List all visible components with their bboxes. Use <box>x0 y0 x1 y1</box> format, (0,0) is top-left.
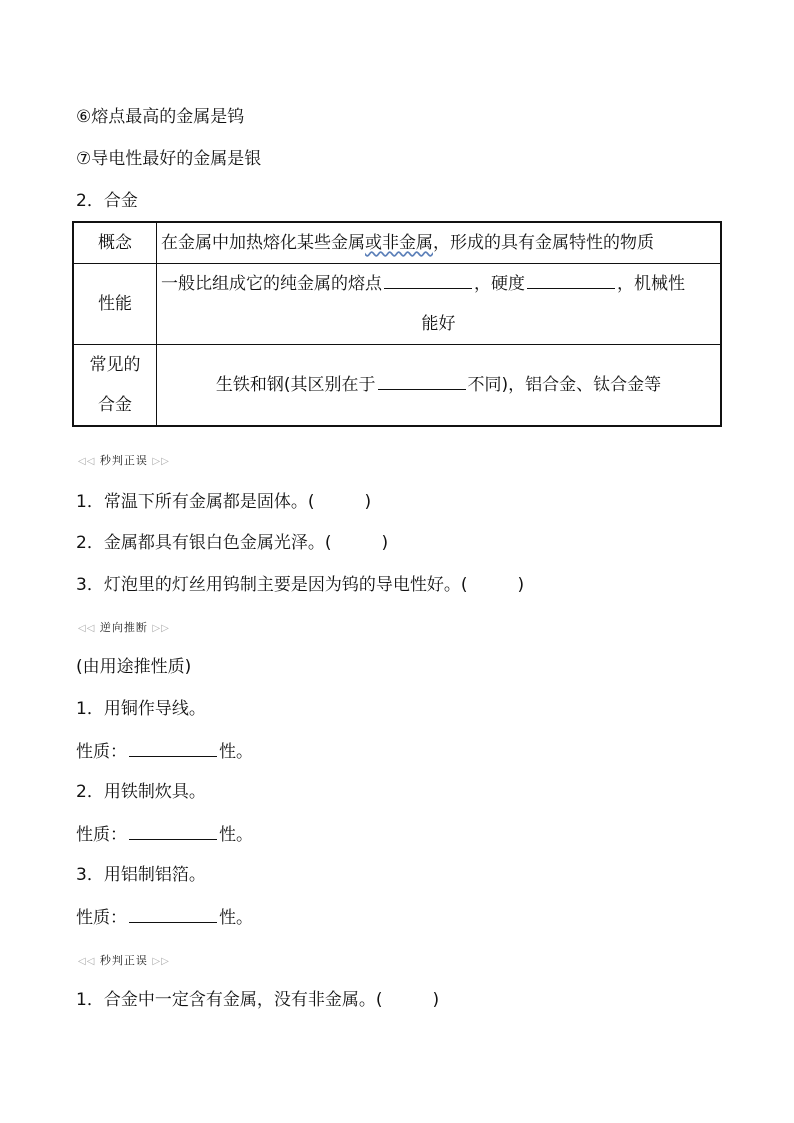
use-item: 1．用铜作导线。 <box>76 699 206 719</box>
tag-right-decoration-icon: ▷▷ <box>152 456 170 467</box>
tag-right-decoration-icon: ▷▷ <box>152 956 170 967</box>
tag-right-decoration-icon: ▷▷ <box>152 623 170 634</box>
property-line: 性质： 性。 <box>76 821 253 847</box>
tag-left-decoration-icon: ◁◁ <box>78 956 96 967</box>
reverse-inference-tag: ◁◁ 逆向推断 ▷▷ <box>78 621 170 634</box>
fact-item-7: ⑦导电性最好的金属是银 <box>76 149 262 169</box>
fill-blank[interactable] <box>384 270 472 289</box>
judge-item: 3．灯泡里的灯丝用钨制主要是因为钨的导电性好。( ) <box>76 575 525 595</box>
table-row <box>73 264 721 345</box>
fill-blank[interactable] <box>378 371 466 390</box>
tag-left-decoration-icon: ◁◁ <box>78 623 96 634</box>
row-label-common-alloys: 常见的 合金 <box>73 345 157 427</box>
fill-blank[interactable] <box>129 904 217 923</box>
judge-item: 1．合金中一定含有金属，没有非金属。( ) <box>76 990 440 1010</box>
alloy-table <box>72 221 722 427</box>
judge-item: 2．金属都具有银白色金属光泽。( ) <box>76 533 389 553</box>
row-label-performance: 性能 <box>73 264 157 345</box>
fact-item-6: ⑥熔点最高的金属是钨 <box>76 107 245 127</box>
reverse-intro: (由用途推性质) <box>76 657 192 677</box>
row-content-common-alloys: 生铁和钢(其区别在于 不同)，铝合金、钛合金等 <box>157 345 722 427</box>
row-label-concept: 概念 <box>73 222 157 264</box>
judge-item: 1．常温下所有金属都是固体。( ) <box>76 492 372 512</box>
use-item: 3．用铝制铝箔。 <box>76 865 206 885</box>
property-line: 性质： 性。 <box>76 738 253 764</box>
property-line: 性质： 性。 <box>76 904 253 930</box>
quick-judge-tag-1: ◁◁ 秒判正误 ▷▷ <box>78 454 170 467</box>
fill-blank[interactable] <box>129 821 217 840</box>
alloy-heading: 2．合金 <box>76 191 138 211</box>
table-row <box>73 345 721 427</box>
fill-blank[interactable] <box>527 270 615 289</box>
use-item: 2．用铁制炊具。 <box>76 782 206 802</box>
row-content-concept: 在金属中加热熔化某些金属或非金属，形成的具有金属特性的物质 <box>157 222 722 264</box>
row-content-performance: 一般比组成它的纯金属的熔点 ，硬度 ，机械性 能好 <box>157 264 722 345</box>
fill-blank[interactable] <box>129 738 217 757</box>
quick-judge-tag-2: ◁◁ 秒判正误 ▷▷ <box>78 954 170 967</box>
tag-left-decoration-icon: ◁◁ <box>78 456 96 467</box>
table-row <box>73 222 721 264</box>
